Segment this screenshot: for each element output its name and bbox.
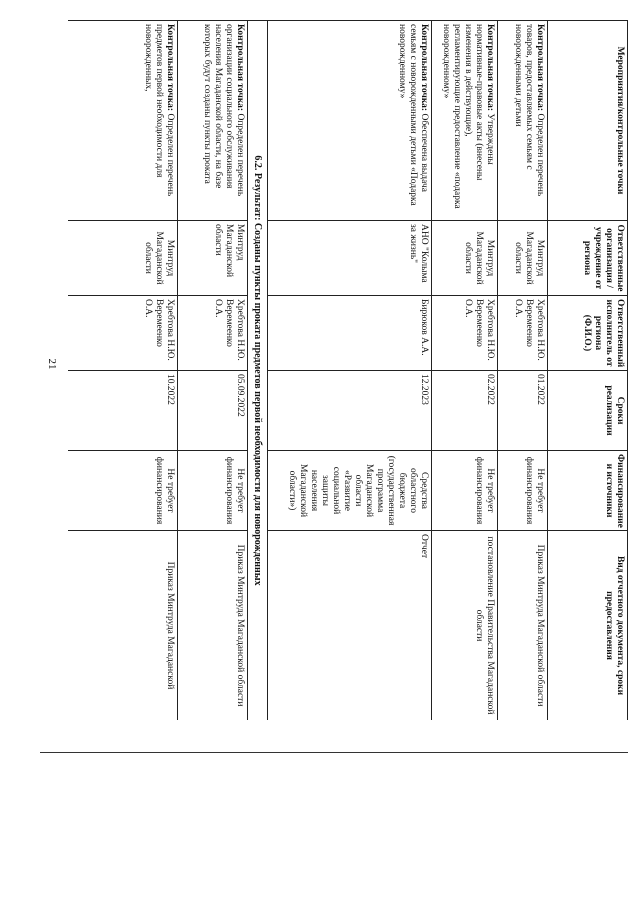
activity-text: Утверждены нормативные-правовые акты (внесены изменения в действующие), регламентирующие предоставление «подарка новорожденному» xyxy=(440,24,495,209)
checkpoint-label: Контрольная точка: xyxy=(165,24,175,112)
person-cell: Бирюков А.А. xyxy=(268,296,432,371)
result-row xyxy=(248,21,268,721)
activity-text: Определен перечень товаров, предоставляемых семьям с новорожденными детьми xyxy=(512,24,545,197)
header-organization: Ответственные организация / учреждение от региона xyxy=(548,221,628,296)
activity-text: Определен перечень организации социального обслуживания населения Магаданской области, на базе которых будут созданы пункты проката xyxy=(201,24,245,197)
header-responsible-person: Ответственный исполнитель от региона (Ф.И.О.) xyxy=(548,296,628,371)
table-row xyxy=(498,21,548,721)
header-activities: Мероприятия/контрольные точки xyxy=(548,21,628,221)
checkpoint-label: Контрольная точка: xyxy=(419,24,429,112)
activities-table xyxy=(68,20,628,720)
page-number: 21 xyxy=(46,358,58,370)
table-row xyxy=(68,21,178,721)
page-bottom-rule xyxy=(40,752,628,753)
financing-cell: Не требует финансирования xyxy=(432,451,498,531)
organization-cell: АНО "Колыма за жизнь" xyxy=(268,221,432,296)
financing-cell: Средства областного бюджета (государственная программа Магаданской области «Развитие социальной защиты населения Магаданской области») xyxy=(268,451,432,531)
deadline-cell: 02.2022 xyxy=(432,371,498,451)
activity-text: Обеспечена выдача семьям с новорожденными детьми «Подарка новорожденному» xyxy=(396,24,429,206)
deadline-cell: 05.09.2022 xyxy=(178,371,248,451)
organization-cell: Минтруд Магаданской области xyxy=(68,221,178,296)
report-document-cell: постановление Правительства Магаданской области xyxy=(432,531,498,721)
rotated-table-content xyxy=(68,20,628,720)
checkpoint-label: Контрольная точка: xyxy=(485,24,495,112)
financing-cell: Не требует финансирования xyxy=(498,451,548,531)
report-document-cell: Приказ Минтруда Магаданской области xyxy=(498,531,548,721)
header-row xyxy=(548,21,628,721)
financing-cell: Не требует финансирования xyxy=(68,451,178,531)
report-document-cell: Приказ Минтруда Магаданской области xyxy=(178,531,248,721)
financing-cell: Не требует финансирования xyxy=(178,451,248,531)
activity-cell xyxy=(68,21,178,221)
activity-text: Определен перечень предметов первой необходимости для новорожденных, xyxy=(142,24,175,197)
checkpoint-label: Контрольная точка: xyxy=(535,24,545,112)
table-row xyxy=(268,21,432,721)
activity-cell xyxy=(498,21,548,221)
person-cell: Хребтова Н.Ю. Веремеенко О.А. xyxy=(68,296,178,371)
person-cell: Хребтова Н.Ю. Веремеенко О.А. xyxy=(432,296,498,371)
activity-cell xyxy=(178,21,248,221)
organization-cell: Минтруд Магаданской области xyxy=(498,221,548,296)
organization-cell: Минтруд Магаданской области xyxy=(178,221,248,296)
report-document-cell: Приказ Минтруда Магаданской xyxy=(68,531,178,721)
table-row xyxy=(178,21,248,721)
report-document-cell: Отчет xyxy=(268,531,432,721)
rotated-table-frame xyxy=(68,20,628,720)
table-row xyxy=(432,21,498,721)
header-report-document: Вид отчетного документа, сроки предоставления xyxy=(548,531,628,721)
person-cell: Хребтова Н.Ю. Веремеенко О.А. xyxy=(498,296,548,371)
deadline-cell: 12.2023 xyxy=(268,371,432,451)
result-heading: 6.2. Результат: Созданы пункты проката предметов первой необходимости для новорожденных xyxy=(248,21,268,721)
activity-cell xyxy=(268,21,432,221)
header-deadline: Сроки реализации xyxy=(548,371,628,451)
activity-cell xyxy=(432,21,498,221)
deadline-cell: 10.2022 xyxy=(68,371,178,451)
header-financing: Финансирование и источники xyxy=(548,451,628,531)
person-cell: Хребтова Н.Ю. Веремеенко О.А. xyxy=(178,296,248,371)
organization-cell: Минтруд Магаданской области xyxy=(432,221,498,296)
checkpoint-label: Контрольная точка: xyxy=(235,24,245,112)
deadline-cell: 01.2022 xyxy=(498,371,548,451)
